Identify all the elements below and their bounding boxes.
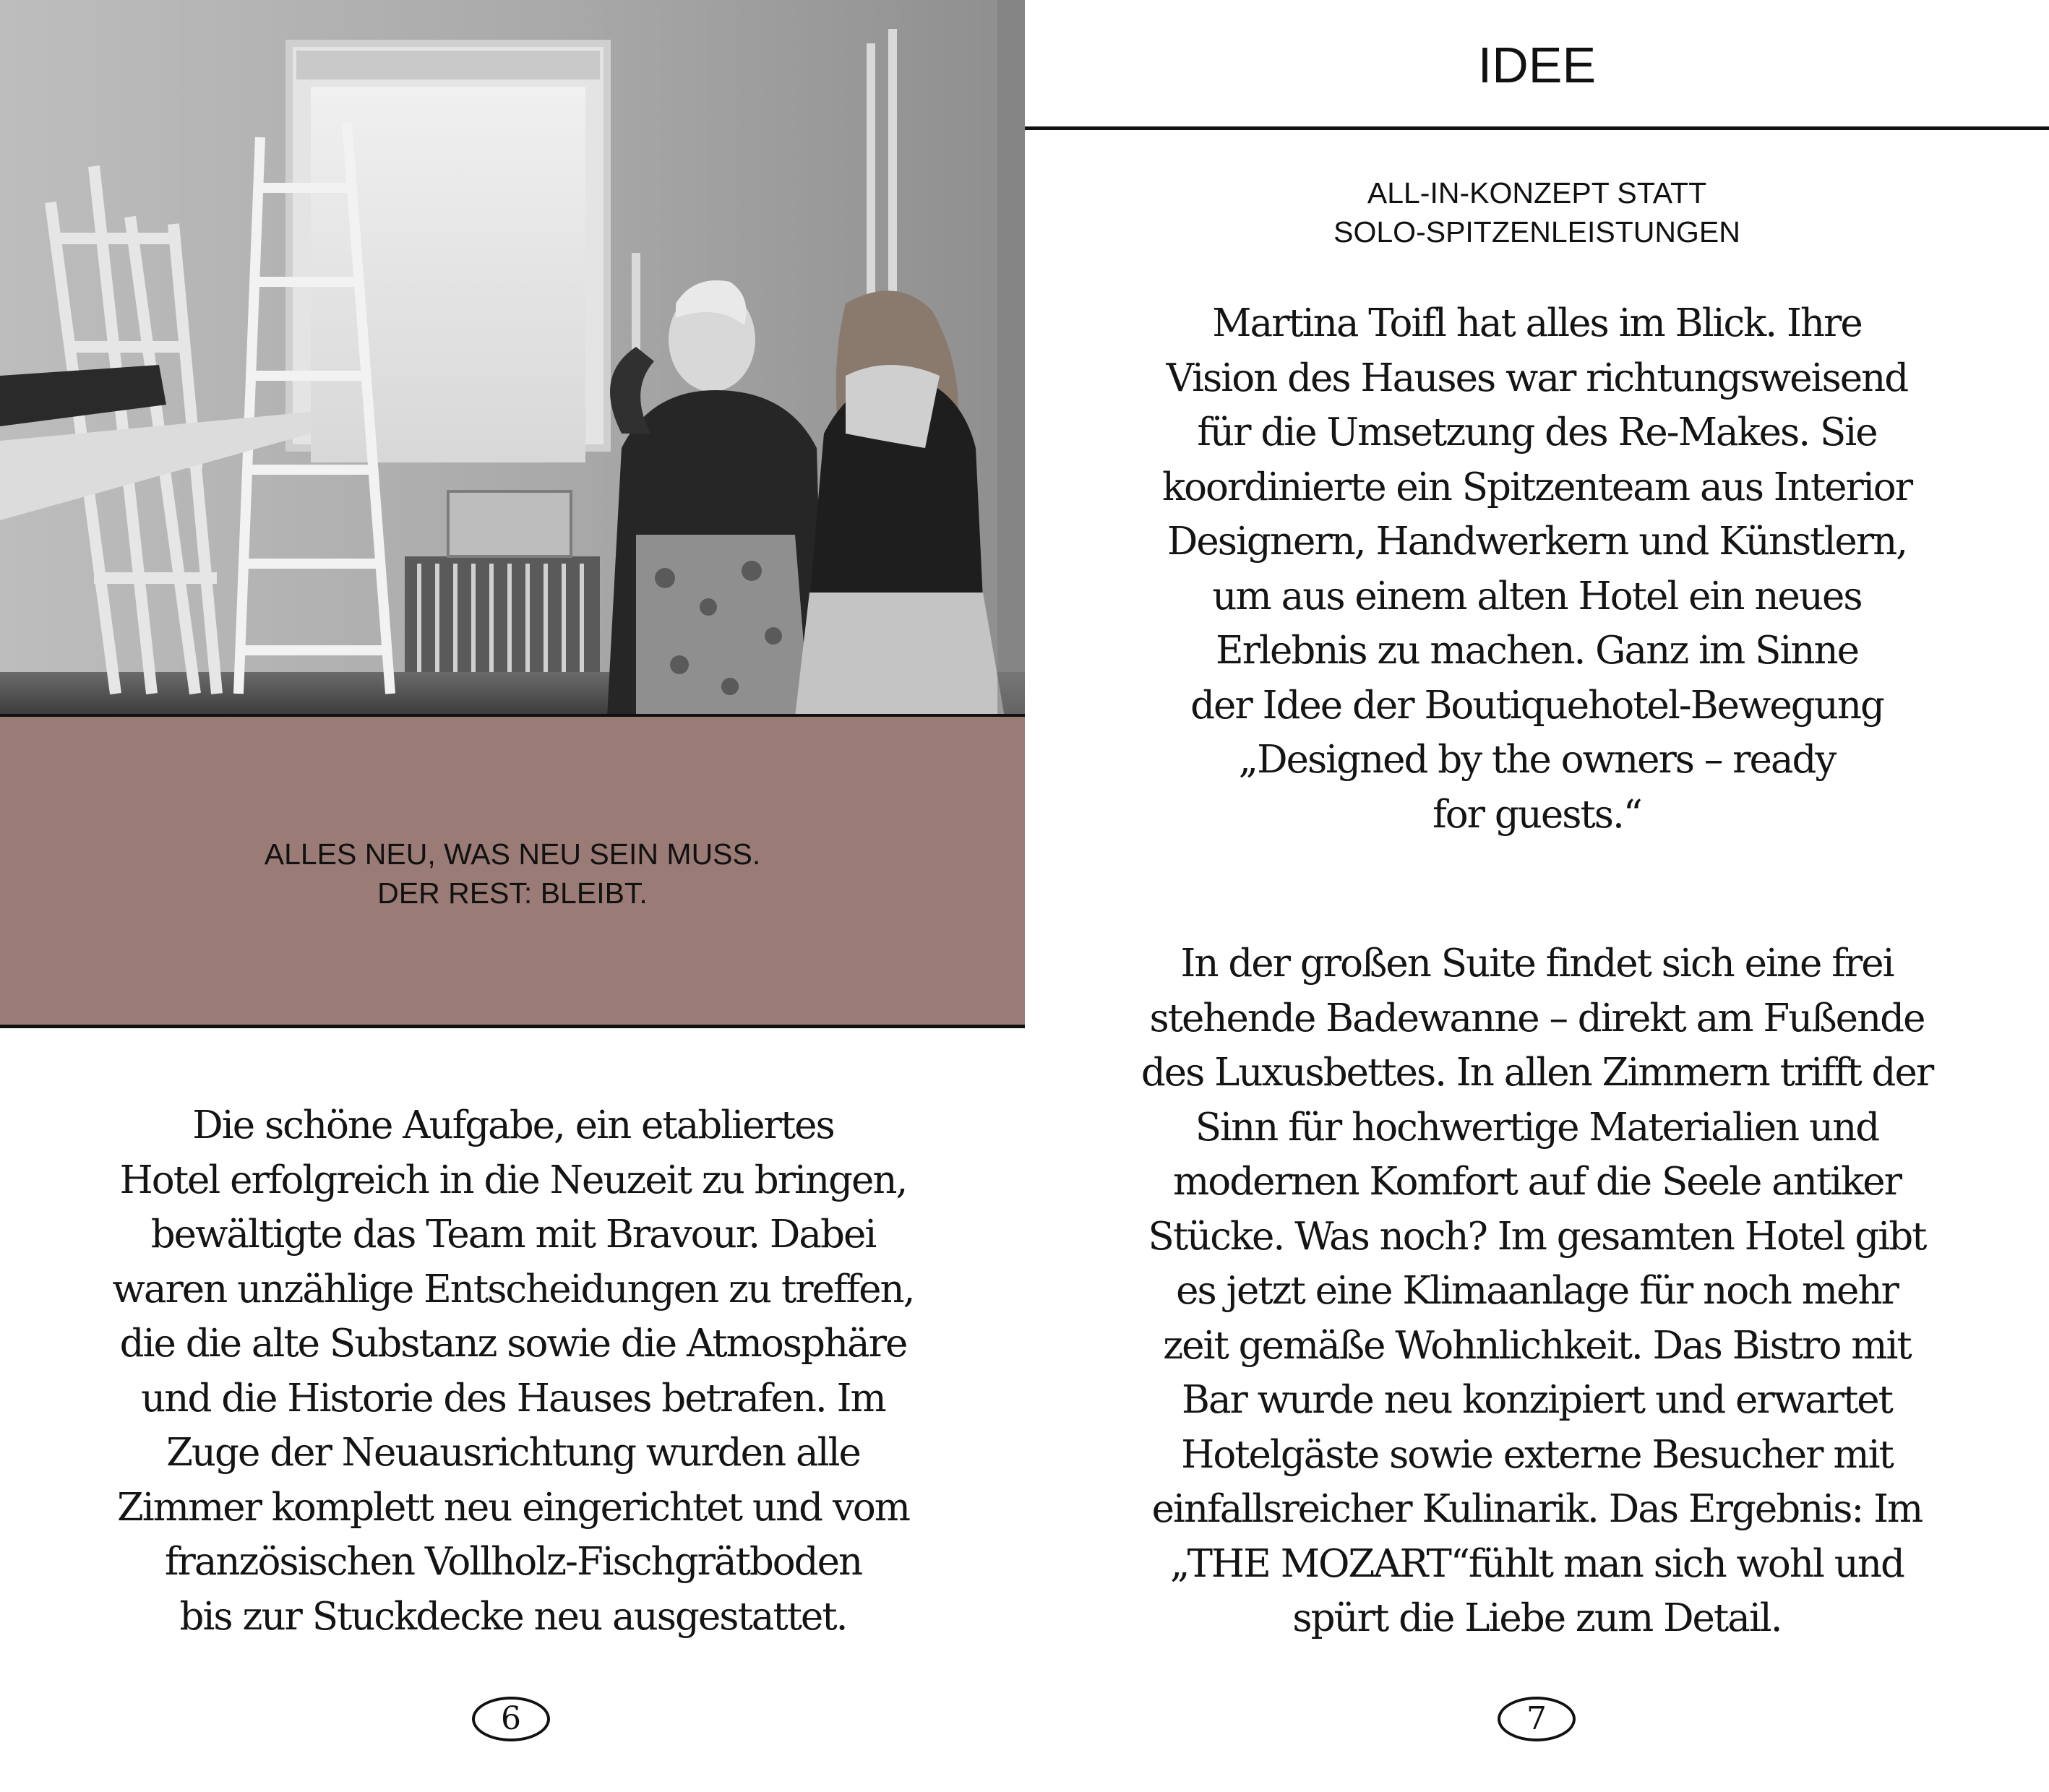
body-line: In der großen Suite findet sich eine frei: [1180, 942, 1894, 986]
page-number-left: 6: [472, 1697, 550, 1741]
body-line: Hotel erfolgreich in die Neuzeit zu bringen,: [119, 1158, 907, 1202]
section-subtitle: [1025, 173, 2049, 251]
body-line: des Luxusbettes. In allen Zimmern trifft der: [1141, 1051, 1933, 1095]
body-line: Zuge der Neuausrichtung wurden alle: [166, 1431, 860, 1475]
body-line: die die alte Substanz sowie die Atmosphäre: [119, 1322, 907, 1366]
body-line: spürt die Liebe zum Detail.: [1292, 1596, 1782, 1640]
subtitle-line: SOLO-SPITZENLEISTUNGEN: [1333, 215, 1740, 249]
body-line: Bar wurde neu konzipiert und erwartet: [1182, 1378, 1892, 1422]
body-line: für die Umsetzung des Re-Makes. Sie: [1197, 410, 1877, 455]
body-line: waren unzählige Entscheidungen zu treffen,: [112, 1267, 914, 1311]
photo-caption: [0, 835, 1025, 913]
body-line: „THE MOZART“fühlt man sich wohl und: [1170, 1541, 1904, 1586]
body-line: stehende Badewanne – direkt am Fußende: [1149, 996, 1925, 1041]
band-divider-line: [0, 1025, 1025, 1028]
body-line: bis zur Stuckdecke neu ausgestattet.: [179, 1594, 847, 1639]
body-line: koordinierte ein Spitzenteam aus Interior: [1161, 465, 1912, 509]
body-line: französischen Vollholz-Fischgrätboden: [164, 1540, 862, 1584]
body-line: Vision des Hauses war richtungsweisend: [1166, 356, 1908, 400]
construction-photo: [0, 0, 1025, 717]
body-line: Designern, Handwerkern und Künstlern,: [1167, 520, 1907, 564]
left-body-text: [22, 1098, 1005, 1644]
body-line: Erlebnis zu machen. Ganz im Sinne: [1216, 629, 1858, 673]
body-line: Hotelgäste sowie externe Besucher mit: [1181, 1432, 1893, 1477]
body-line: und die Historie des Hauses betrafen. Im: [141, 1376, 885, 1421]
section-title: IDEE: [1477, 37, 1597, 93]
title-rule: [1025, 126, 2049, 130]
body-line: einfallsreicher Kulinarik. Das Ergebnis: Im: [1151, 1487, 1923, 1531]
body-line: um aus einem alten Hotel ein neues: [1212, 574, 1862, 619]
body-line: es jetzt eine Klimaanlage für noch mehr: [1176, 1269, 1898, 1313]
page-number-right: 7: [1498, 1697, 1576, 1741]
caption-line: DER REST: BLEIBT.: [377, 876, 648, 910]
body-line: for guests.“: [1432, 792, 1641, 837]
right-paragraph-2: [1032, 936, 2042, 1646]
body-line: Die schöne Aufgabe, ein etabliertes: [192, 1103, 834, 1147]
body-line: modernen Komfort auf die Seele antiker: [1173, 1160, 1901, 1204]
subtitle-line: ALL-IN-KONZEPT STATT: [1367, 176, 1707, 210]
body-line: bewältigte das Team mit Bravour. Dabei: [150, 1212, 876, 1257]
body-line: der Idee der Boutiquehotel-Bewegung: [1190, 683, 1883, 728]
body-line: „Designed by the owners – ready: [1238, 738, 1836, 782]
body-line: zeit gemäße Wohnlichkeit. Das Bistro mit: [1163, 1323, 1911, 1368]
body-line: Sinn für hochwertige Materialien und: [1195, 1105, 1879, 1150]
right-paragraph-1: [1032, 296, 2042, 842]
body-line: Stücke. Was noch? Im gesamten Hotel gibt: [1148, 1214, 1926, 1259]
caption-line: ALLES NEU, WAS NEU SEIN MUSS.: [264, 837, 761, 871]
body-line: Martina Toifl hat alles im Blick. Ihre: [1212, 301, 1862, 345]
body-line: Zimmer komplett neu eingerichtet und vom: [116, 1485, 910, 1530]
